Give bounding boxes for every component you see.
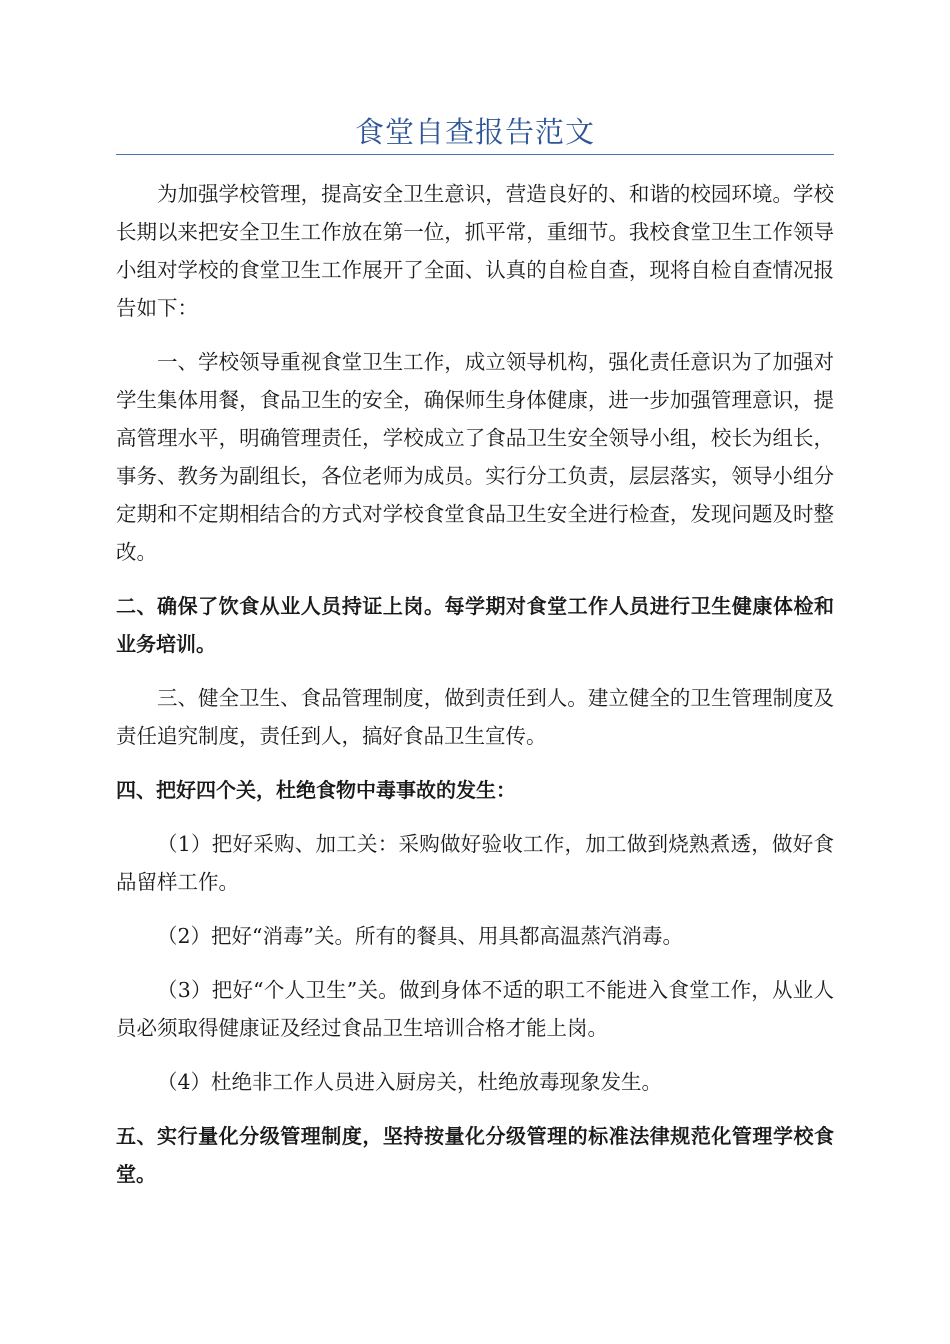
list-item-4: （4）杜绝非工作人员进入厨房关，杜绝放毒现象发生。 (157, 1070, 663, 1094)
paragraph-section-3: 三、健全卫生、食品管理制度，做到责任到人。建立健全的卫生管理制度及责任追究制度，责任到人，搞好食品卫生宣传。 (116, 686, 834, 748)
paragraph-section-1: 一、学校领导重视食堂卫生工作，成立领导机构，强化责任意识为了加强对学生集体用餐，食品卫生的安全，确保师生身体健康，进一步加强管理意识，提高管理水平，明确管理责任，学校成立了食品卫生安全领导小组，校长为组长，事务、教务为副组长，各位老师为成员。实行分工负责，层层落实，领导小组分定期和不定期相结合的方式对学校食堂食品卫生安全进行检查，发现问题及时整改。 (116, 350, 834, 564)
list-item-3: （3）把好“个人卫生”关。做到身体不适的职工不能进入食堂工作，从业人员必须取得健康证及经过食品卫生培训合格才能上岗。 (116, 978, 834, 1040)
heading-section-2: 二、确保了饮食从业人员持证上岗。每学期对食堂工作人员进行卫生健康体检和业务培训。 (116, 594, 834, 656)
document-title: 食堂自查报告范文 (354, 115, 595, 149)
document-page (116, 0, 834, 1193)
title-underline (116, 154, 834, 155)
heading-section-4: 四、把好四个关，杜绝食物中毒事故的发生： (116, 778, 516, 802)
heading-section-5: 五、实行量化分级管理制度，坚持按量化分级管理的标准法律规范化管理学校食堂。 (116, 1124, 834, 1186)
list-item-2: （2）把好“消毒”关。所有的餐具、用具都高温蒸汽消毒。 (157, 924, 684, 948)
paragraph-intro: 为加强学校管理，提高安全卫生意识，营造良好的、和谐的校园环境。学校长期以来把安全卫生工作放在第一位，抓平常，重细节。我校食堂卫生工作领导小组对学校的食堂卫生工作展开了全面、认真的自检自查，现将自检自查情况报告如下： (116, 182, 834, 320)
list-item-1: （1）把好采购、加工关：采购做好验收工作，加工做到烧熟煮透，做好食品留样工作。 (116, 832, 834, 894)
